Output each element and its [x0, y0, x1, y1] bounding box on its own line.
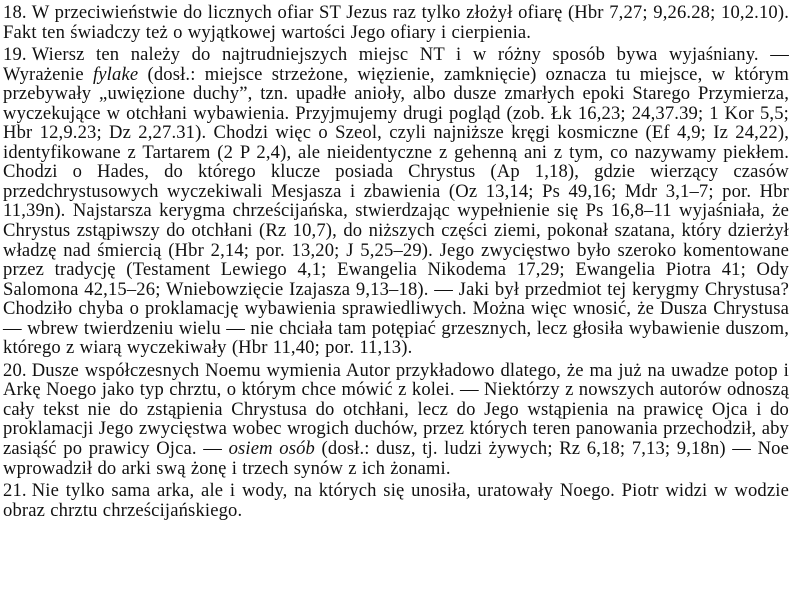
- footnote-18: [3, 3, 789, 42]
- footnote-number: 20.: [3, 359, 27, 381]
- footnote-text: W przeciwieństwie do licznych ofiar ST Jezus raz tylko złożył ofiarę (Hbr 7,27; 9,26.28; 10,2.10). Fakt ten świadczy też o wyjątkowej wartości Jego ofiary i cierpienia.: [3, 2, 789, 43]
- footnote-term: fylake: [92, 63, 139, 85]
- footnote-text: (dosł.: miejsce strzeżone, więzienie, zamknięcie) oznacza tu miejsce, w którym przebywały „uwięzione duchy”, tzn. upadłe anioły, albo dusze zmarłych epoki Starego Przymierza, wyczekujące w otchłani wybawienia. Przyjmujemy drugi pogląd (zob. Łk 16,23; 24,37.39; 1 Kor 5,5; Hbr 12,9.23; Dz 2,27.31). Chodzi więc o Szeol, czyli najniższe kręgi kosmiczne (Ef 4,9; Iz 24,22), identyfikowane z Tartarem (2 P 2,4), ale nieidentyczne z gehenną ani z tym, co nazywamy piekłem. Chodzi o Hades, do którego klucze posiada Chrystus (Ap 1,18), gdzie wierzący czasów przedchrystusowych wyczekiwali Mesjasza i zbawienia (Oz 13,14; Ps 49,16; Mdr 3,1–7; por. Hbr 11,39n). Najstarsza kerygma chrześcijańska, stwierdzając wypełnienie się Ps 16,8–11 wyjaśniała, że Chrystus zstąpiwszy do otchłani (Rz 10,7), do niższych części ziemi, pokonał szatana, który dzierżył władzę nad śmiercią (Hbr 2,14; por. 13,20; J 5,25–29). Jego zwycięstwo było szeroko komentowane przez tradycję (Testament Lewiego 4,1; Ewangelia Nikodema 17,29; Ewangelia Piotra 41; Ody Salomona 42,15–26; Wniebowzięcie Izajasza 9,13–18). — Jaki był przedmiot tej kerygmy Chrystusa? Chodziło chyba o proklamację wybawienia sprawiedliwych. Można więc wnosić, że Dusza Chrystusa — wbrew twierdzeniu wielu — nie chciała tam potępiać grzesznych, lecz głosiła wybawienie duszom, którego z wiarą wyczekiwały (Hbr 11,40; por. 11,13).: [3, 63, 789, 359]
- footnote-number: 21.: [3, 480, 27, 502]
- footnote-number: 18.: [3, 2, 27, 23]
- footnote-19: [3, 45, 789, 358]
- footnote-21: [3, 481, 789, 520]
- footnotes-page: [3, 3, 789, 520]
- footnote-term: osiem osób: [228, 438, 315, 460]
- footnote-text: (dosł.: dusz, tj. ludzi żywych; Rz 6,18; 7,13; 9,18n) — Noe wprowadził do arki swą żonę i trzech synów z ich żonami.: [3, 438, 790, 479]
- footnote-20: [3, 361, 789, 478]
- footnote-number: 19.: [3, 44, 27, 66]
- footnote-text: Dusze współczesnych Noemu wymienia Autor przykładowo dlatego, że ma już na uwadze potop i Arkę Noego jako typ chrztu, o którym chce mówić z kolei. — Niektórzy z nowszych autorów odnoszą cały tekst nie do zstąpienia Chrystusa do otchłani, lecz do Jego wstąpienia na prawicę Ojca i do proklamacji Jego zwycięstwa wobec wrogich duchów, przez których teren panowania przechodził, aby zasiąść po prawicy Ojca. —: [3, 359, 789, 460]
- footnote-text: Wiersz ten należy do najtrudniejszych miejsc NT i w różny sposób bywa wyjaśniany. — Wyrażenie: [3, 44, 789, 85]
- footnote-text: Nie tylko sama arka, ale i wody, na których się unosiła, uratowały Noego. Piotr widzi w wodzie obraz chrztu chrześcijańskiego.: [3, 480, 789, 521]
